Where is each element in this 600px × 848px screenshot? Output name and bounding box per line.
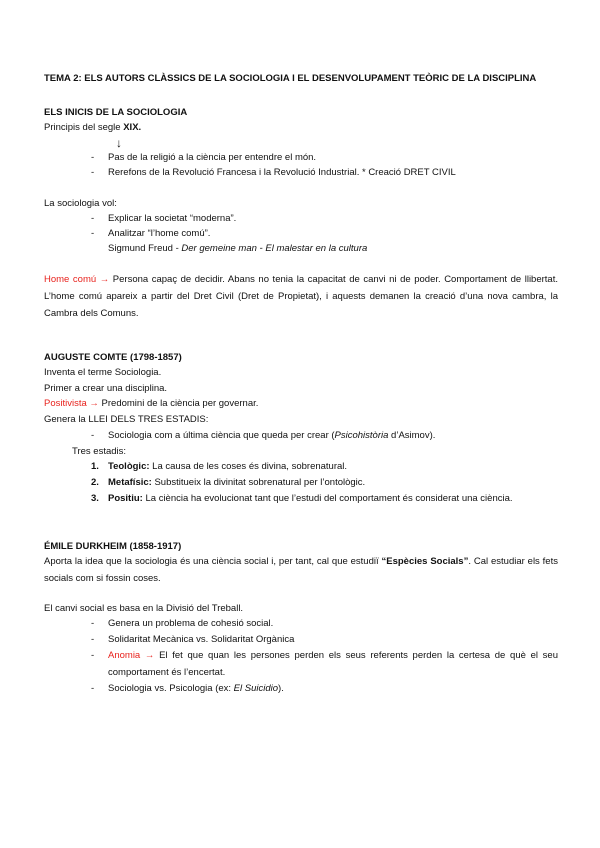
stage-item: Teològic: La causa de les coses és divina, sobrenatural.	[108, 461, 348, 472]
stage-number: 3.	[91, 493, 99, 504]
section-heading-comte: AUGUSTE COMTE (1798-1857)	[44, 352, 182, 363]
bullet-dash: -	[91, 228, 95, 239]
home-comu-paragraph: Home comú → Persona capaç de decidir. Abans no tenia la capacitat de canvi ni de poder. Comportament de llibertat. L’home comú apareix a partir del Dret Civil (Dret de Propietat), i aquests demanen la creació d’una nova cambra, la Cambra dels Comuns.	[44, 274, 558, 319]
document-title: TEMA 2: ELS AUTORS CLÀSSICS DE LA SOCIOLOGIA I EL DESENVOLUPAMENT TEÒRIC DE LA DISCIPLINA	[44, 73, 537, 84]
bullet-dash: -	[91, 152, 95, 163]
list-item: Genera un problema de cohesió social.	[108, 618, 274, 629]
comte-line-1: Inventa el terme Sociologia.	[44, 367, 162, 378]
tres-estadis-label: Tres estadis:	[72, 446, 127, 457]
freud-line: Sigmund Freud - Der gemeine man - El malestar en la cultura	[108, 243, 368, 254]
stage-number: 2.	[91, 477, 99, 488]
comte-line-2: Primer a crear una disciplina.	[44, 383, 168, 394]
bullet-dash: -	[91, 618, 95, 629]
anomia-item: Anomia → El fet que quan les persones perden els seus referents perden la certesa de què el seu comportament és l’encertat.	[108, 650, 558, 678]
list-item: Solidaritat Mecànica vs. Solidaritat Orgànica	[108, 634, 295, 645]
llei-line: Genera la LLEI DELS TRES ESTADIS:	[44, 414, 209, 425]
list-item: Sociologia com a última ciència que queda per crear (Psicohistòria d’Asimov).	[108, 430, 436, 441]
stage-item: Positiu: La ciència ha evolucionat tant que l’estudi del comportament és considerat una ciència.	[108, 493, 513, 504]
list-item: Pas de la religió a la ciència per entendre el món.	[108, 152, 317, 163]
list-item: Analitzar “l’home comú”.	[108, 228, 211, 239]
durkheim-paragraph: Aporta la idea que la sociologia és una ciència social i, per tant, cal que estudiï “Espècies Socials”. Cal estudiar els fets socials com si fossin coses.	[44, 556, 558, 584]
stage-item: Metafísic: Substitueix la divinitat sobrenatural per l’ontològic.	[108, 477, 366, 488]
stage-number: 1.	[91, 461, 99, 472]
canvi-line: El canvi social es basa en la Divisió del Treball.	[44, 603, 244, 614]
bullet-dash: -	[91, 167, 95, 178]
vol-label: La sociologia vol:	[44, 198, 117, 209]
positivista-line: Positivista → Predomini de la ciència per governar.	[44, 398, 259, 409]
section-heading-durkheim: ÉMILE DURKHEIM (1858-1917)	[44, 541, 182, 552]
bullet-dash: -	[91, 213, 95, 224]
list-item: Rerefons de la Revolució Francesa i la Revolució Industrial. * Creació DRET CIVIL	[108, 167, 456, 178]
list-item: Explicar la societat “moderna”.	[108, 213, 237, 224]
intro-line: Principis del segle XIX.	[44, 122, 142, 133]
down-arrow-icon: ↓	[116, 136, 122, 150]
bullet-dash: -	[91, 683, 95, 694]
bullet-dash: -	[91, 650, 95, 661]
bullet-dash: -	[91, 430, 95, 441]
section-heading-inicis: ELS INICIS DE LA SOCIOLOGIA	[44, 107, 188, 118]
bullet-dash: -	[91, 634, 95, 645]
list-item: Sociologia vs. Psicologia (ex: El Suicidio).	[108, 683, 284, 694]
